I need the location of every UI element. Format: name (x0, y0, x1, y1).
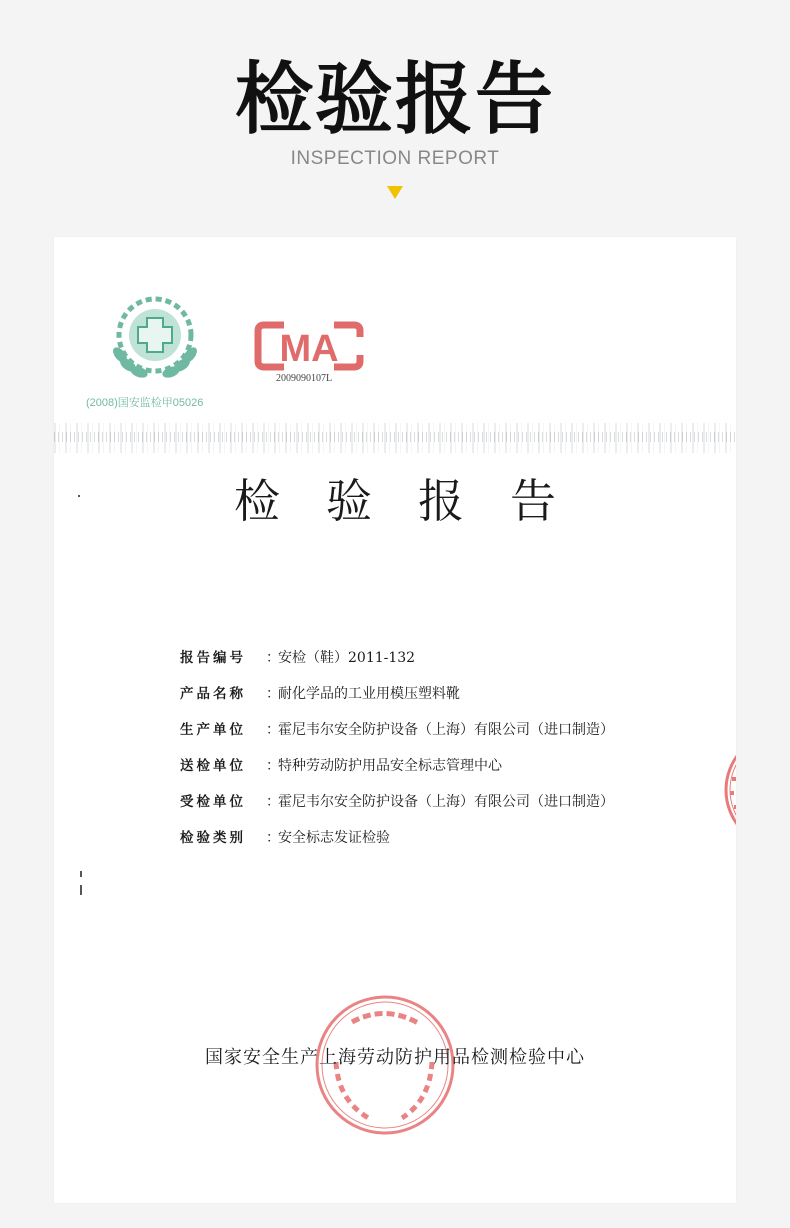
safety-certificate-code: (2008)国安监检甲05026 (86, 397, 204, 409)
field-submitter: 送检单位 ：特种劳动防护用品安全标志管理中心 (180, 754, 614, 790)
field-inspected-unit: 受检单位 ：霍尼韦尔安全防护设备（上海）有限公司（进口制造） (180, 790, 614, 826)
field-manufacturer: 生产单位 ：霍尼韦尔安全防护设备（上海）有限公司（进口制造） (180, 718, 614, 754)
scan-speck (80, 885, 82, 895)
field-value: 特种劳动防护用品安全标志管理中心 (278, 758, 502, 774)
cma-certificate-code: 2009090107L (276, 373, 333, 384)
report-fields (180, 646, 614, 862)
issuing-center-name: 国家安全生产上海劳动防护用品检测检验中心 (205, 1047, 585, 1068)
field-value: 耐化学品的工业用模压塑料靴 (278, 686, 460, 702)
page-title: 检验报告 (234, 55, 555, 145)
cma-icon (254, 319, 364, 373)
scan-speck (78, 495, 80, 497)
down-arrow-icon (387, 186, 403, 199)
field-label: 生产单位 (180, 722, 246, 738)
cma-label: MA (279, 328, 339, 370)
scan-speck (80, 871, 82, 877)
document-title: 检验报告 (234, 474, 602, 528)
report-document (54, 237, 736, 1203)
field-label: 送检单位 (180, 758, 246, 774)
official-seal-icon (702, 725, 736, 855)
scan-noise-line (54, 432, 736, 442)
field-value: 安检（鞋）2011-132 (278, 650, 416, 666)
field-report-number: 报告编号 ：安检（鞋）2011-132 (180, 646, 614, 682)
field-value: 安全标志发证检验 (278, 830, 390, 846)
page-subtitle: INSPECTION REPORT (290, 148, 500, 169)
field-label: 产品名称 (180, 686, 246, 702)
field-product-name: 产品名称 ：耐化学品的工业用模压塑料靴 (180, 682, 614, 718)
field-label: 检验类别 (180, 830, 246, 846)
field-value: 霍尼韦尔安全防护设备（上海）有限公司（进口制造） (278, 794, 614, 810)
field-label: 报告编号 (180, 650, 246, 666)
field-value: 霍尼韦尔安全防护设备（上海）有限公司（进口制造） (278, 722, 614, 738)
field-label: 受检单位 (180, 794, 246, 810)
field-inspection-type: 检验类别 ：安全标志发证检验 (180, 826, 614, 862)
